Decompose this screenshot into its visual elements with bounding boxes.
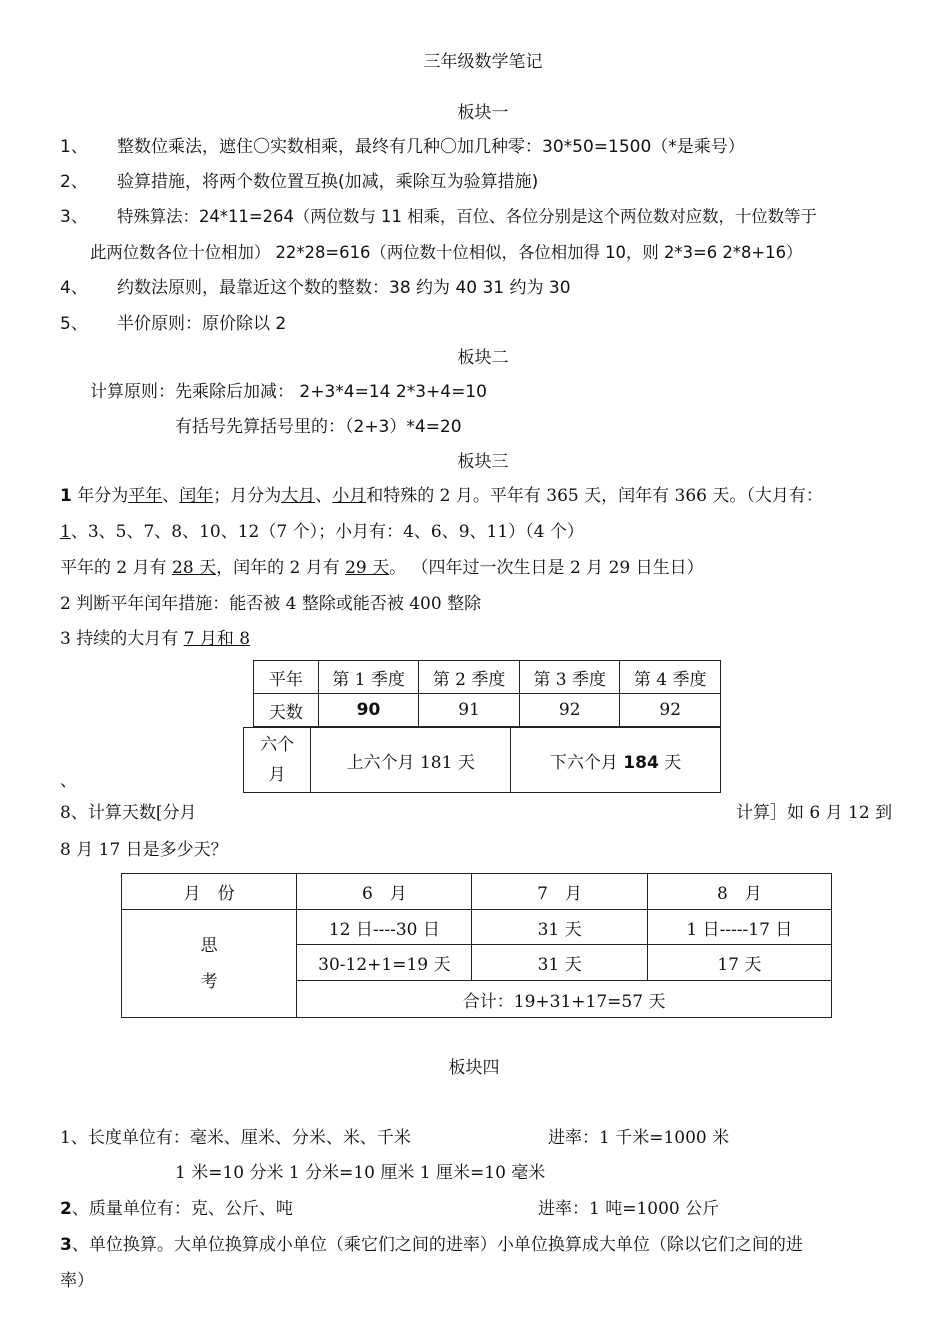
mass-units-line: 2、质量单位有：克、公斤、吨	[60, 1199, 293, 1219]
list-item-number: 1、	[60, 137, 88, 157]
days-table	[121, 873, 832, 1018]
table-cell: 17 天	[647, 945, 831, 981]
section-heading-block2: 板块二	[457, 348, 509, 368]
unit-conversion-line-continued: 率）	[60, 1271, 94, 1291]
table-header-cell: 平年	[254, 661, 319, 694]
length-rate-line: 进率：1 千米=1000 米	[548, 1128, 730, 1148]
calc-rule-line: 有括号先算括号里的：（2+3）*4=20	[175, 417, 462, 437]
section-heading-block4: 板块四	[448, 1058, 500, 1078]
page-title: 三年级数学笔记	[423, 52, 543, 72]
table-cell: 天数	[254, 694, 319, 727]
table-cell: 92	[620, 694, 721, 727]
table-cell: 六个月	[244, 728, 311, 793]
paragraph-day-count-left: 8、计算天数[分月	[60, 803, 197, 823]
section-heading-block3: 板块三	[457, 452, 509, 472]
table-cell: 下六个月 184 天	[511, 728, 721, 793]
list-item-number: 3、	[60, 207, 88, 227]
table-header-cell: 月 份	[122, 874, 297, 910]
table-cell: 31 天	[472, 945, 647, 981]
length-units-line: 1、长度单位有：毫米、厘米、分米、米、千米	[60, 1128, 411, 1148]
table-cell: 12 日----30 日	[297, 910, 472, 945]
stray-mark: 、	[60, 771, 77, 791]
paragraph-day-count-right: 计算］如 6 月 12 到	[736, 803, 893, 823]
paragraph-consecutive-big-months: 3 持续的大月有 7 月和 8	[60, 629, 251, 649]
paragraph-february: 平年的 2 月有 28 天，闰年的 2 月有 29 天。 （四年过一次生日是 2 月 29 日生日）	[60, 558, 704, 578]
list-item-number: 5、	[60, 314, 88, 334]
table-row-label: 思 考	[122, 910, 297, 1018]
list-item-text: 半价原则：原价除以 2	[117, 314, 287, 334]
paragraph-leap-year-rule: 2 判断平年闰年措施：能否被 4 整除或能否被 400 整除	[60, 594, 482, 614]
length-conversion-line: 1 米=10 分米 1 分米=10 厘米 1 厘米=10 毫米	[175, 1163, 546, 1183]
list-item-number: 2、	[60, 172, 88, 192]
list-item-text-continued: 此两位数各位十位相加） 22*28=616（两位数十位相似，各位相加得 10，则 2*3=6 2*8+16）	[90, 243, 803, 262]
mass-rate-line: 进率：1 吨=1000 公斤	[538, 1199, 720, 1219]
table-header-cell: 第 4 季度	[620, 661, 721, 694]
table-cell: 1 日-----17 日	[647, 910, 831, 945]
table-row	[122, 910, 832, 945]
section-heading-block1: 板块一	[457, 103, 509, 123]
table-cell: 31 天	[472, 910, 647, 945]
list-item-text: 约数法原则，最靠近这个数的整数：38 约为 40 31 约为 30	[117, 278, 571, 298]
table-cell: 90	[318, 694, 419, 727]
list-item-text: 验算措施，将两个数位置互换(加减，乘除互为验算措施)	[117, 172, 539, 192]
table-header-cell: 8 月	[647, 874, 831, 910]
paragraph-year-types: 1 年分为平年、闰年；月分为大月、小月和特殊的 2 月。平年有 365 天，闰年有 366 天。（大月有：	[60, 486, 823, 506]
list-item-text: 特殊算法：24*11=264（两位数与 11 相乘，百位、各位分别是这个两位数对应数，十位数等于	[117, 207, 817, 226]
list-item-number: 4、	[60, 278, 88, 298]
half-year-table	[243, 727, 721, 793]
table-cell: 92	[519, 694, 620, 727]
list-item-text: 整数位乘法，遮住〇实数相乘，最终有几种〇加几种零：30*50=1500（*是乘号）	[117, 137, 745, 157]
calc-rule-line: 计算原则：先乘除后加减： 2+3*4=14 2*3+4=10	[90, 382, 487, 402]
table-cell: 91	[419, 694, 520, 727]
table-total-cell: 合计：19+31+17=57 天	[297, 981, 832, 1018]
table-header-cell: 第 1 季度	[318, 661, 419, 694]
table-header-cell: 第 3 季度	[519, 661, 620, 694]
table-header-cell: 7 月	[472, 874, 647, 910]
table-header-cell: 第 2 季度	[419, 661, 520, 694]
table-header-cell: 6 月	[297, 874, 472, 910]
table-row	[244, 728, 721, 793]
paragraph-month-lists: 1、3、5、7、8、10、12（7 个）；小月有：4、6、9、11）（4 个）	[60, 522, 584, 542]
table-cell: 上六个月 181 天	[311, 728, 511, 793]
quarter-table	[253, 660, 721, 727]
table-cell: 30-12+1=19 天	[297, 945, 472, 981]
table-row	[254, 694, 721, 727]
table-row	[122, 874, 832, 910]
table-row	[254, 661, 721, 694]
paragraph-question: 8 月 17 日是多少天？	[60, 840, 228, 860]
unit-conversion-line: 3、单位换算。大单位换算成小单位（乘它们之间的进率）小单位换算成大单位（除以它们之间的进	[60, 1235, 803, 1255]
